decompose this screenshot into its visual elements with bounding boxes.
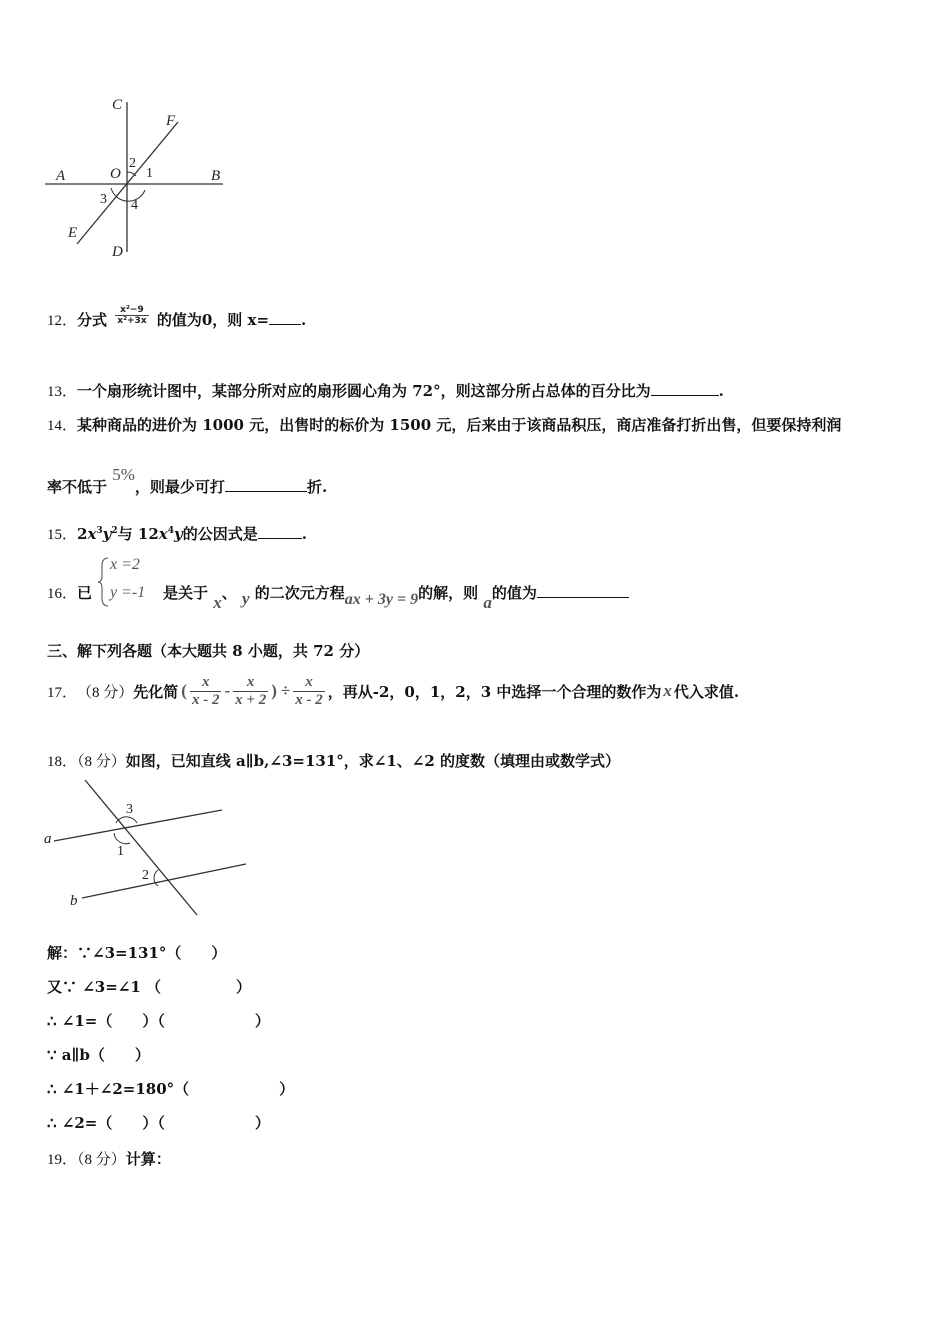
q12-answer-blank[interactable] [269, 310, 301, 325]
q16-eq1: x =2 [110, 556, 140, 573]
q16-equation: ax + 3y = 9 [344, 591, 419, 608]
angle-2: 2 [129, 156, 136, 171]
q17-frac1-den: x - 2 [191, 691, 220, 708]
q15-answer-blank[interactable] [258, 524, 302, 539]
q15-exp2: 2 [111, 526, 118, 536]
angle-1: 1 [146, 166, 153, 181]
figure-intersecting-lines [40, 92, 240, 267]
angle-2: 2 [142, 868, 149, 883]
label-e: E [68, 225, 78, 241]
q17-frac1-num: x [201, 673, 210, 690]
solution-line-3: ∴ ∠1=（ ）（ ） [47, 1012, 270, 1030]
figure-parallel-lines [40, 775, 255, 920]
q14-line1: 某种商品的进价为 1000 元，出售时的标价为 1500 元，后来由于该商品积压，商店准备打折出售，但要保持利润 [77, 416, 842, 434]
q16-number: 16． [47, 586, 78, 602]
angle-3: 3 [100, 192, 107, 207]
q14-line2-pre: 率不低于 [47, 478, 108, 496]
q19-score: （8 分） [77, 1152, 126, 1168]
q19-number: 19． [47, 1152, 78, 1168]
solution-line-5: ∴ ∠1＋∠2=180°（ ） [47, 1080, 295, 1098]
label-d: D [112, 244, 123, 260]
angle-3: 3 [126, 802, 133, 817]
q14-number: 14． [47, 418, 78, 434]
solution-line-6: ∴ ∠2=（ ）（ ） [47, 1114, 270, 1132]
q15-text: 的公因式是 [182, 525, 258, 543]
label-b: B [211, 168, 221, 184]
question-16 [47, 582, 92, 603]
q13-end: . [718, 382, 724, 400]
q16-answer-blank[interactable] [537, 583, 629, 598]
q16-t2: 的二次元方程 [254, 584, 345, 602]
q12-denominator: x²+3x [117, 315, 147, 326]
q15-x: x [87, 525, 97, 543]
line-a [54, 810, 222, 841]
q15-x2: x [158, 525, 168, 543]
q17-score: （8 分） [77, 684, 134, 701]
q17-frac2 [233, 674, 268, 709]
q16-t4: 的值为 [491, 584, 537, 602]
q18-number: 18． [47, 754, 78, 770]
q17-minus: - [224, 681, 231, 700]
q15-exp4: 4 [167, 526, 174, 536]
q16-sep: 、 [221, 584, 237, 602]
question-13 [47, 380, 724, 401]
solution-line-2: 又∵ ∠3=∠1 （ ） [47, 978, 252, 996]
q13-answer-blank[interactable] [651, 381, 719, 396]
section-3-title: 三、解下列各题（本大题共 8 小题，共 72 分） [47, 642, 370, 660]
q12-number: 12． [47, 313, 78, 329]
q16-var-y: y [242, 589, 250, 608]
q18-text: 如图，已知直线 a∥b,∠3=131°，求∠1、∠2 的度数（填理由或数学式） [125, 752, 620, 770]
q17-lparen: ( [181, 681, 187, 700]
label-o: O [110, 166, 121, 182]
q15-and: 与 12 [117, 525, 159, 543]
q15-end: . [301, 525, 307, 543]
q14-line2-end: 折. [306, 478, 328, 496]
question-18 [47, 750, 620, 771]
angle-1: 1 [117, 844, 124, 859]
q14-percent: 5% [112, 465, 135, 484]
q15-y2: y [173, 525, 183, 543]
q17-pre: 先化简 [133, 682, 179, 701]
q17-var-x: x [663, 681, 672, 700]
q15-coef: 2 [77, 525, 88, 543]
question-15 [47, 523, 307, 544]
q16-rest [163, 582, 629, 612]
q16-var-a: a [483, 593, 492, 612]
q17-rparen: ) [271, 681, 277, 700]
q15-y: y [102, 525, 112, 543]
q17-frac3-num: x [305, 673, 313, 690]
question-12 [47, 304, 307, 332]
q15-number: 15． [47, 527, 78, 543]
label-b: b [70, 893, 78, 909]
q17-frac3-den: x - 2 [295, 691, 323, 708]
q17-frac1 [190, 674, 222, 709]
angle-arc-bottom [111, 188, 145, 201]
question-14-line2 [47, 465, 328, 497]
q17-div: ÷ [280, 681, 291, 700]
label-f: F [166, 113, 176, 129]
q16-eq2: y =-1 [110, 584, 146, 601]
q16-var-x: x [213, 593, 222, 612]
q14-line2-mid: ，则最少可打 [134, 478, 225, 496]
q19-text: 计算： [125, 1150, 171, 1168]
q17-post: ，再从-2，0，1，2，3 中选择一个合理的数作为 [327, 682, 662, 701]
q14-answer-blank[interactable] [225, 477, 307, 492]
q18-score: （8 分） [77, 754, 126, 770]
q16-t1: 是关于 [163, 584, 209, 602]
q17-frac3 [293, 674, 325, 709]
q17-number: 17． [47, 684, 78, 701]
q13-number: 13． [47, 384, 78, 400]
q17-frac2-num: x [246, 673, 255, 690]
label-a: a [44, 831, 52, 847]
q12-pre: 分式 [77, 311, 108, 329]
angle-4: 4 [131, 198, 138, 213]
q17-end: 代入求值. [673, 682, 740, 701]
label-c: C [112, 97, 123, 113]
question-14-line1 [47, 414, 841, 435]
q12-post: 的值为0，则 x= [156, 311, 270, 329]
transversal [85, 780, 197, 915]
q16-brace [98, 556, 110, 608]
q13-text: 一个扇形统计图中，某部分所对应的扇形圆心角为 72°，则这部分所占总体的百分比为 [77, 382, 651, 400]
q16-t3: 的解，则 [418, 584, 479, 602]
q16-system [98, 556, 162, 610]
q12-numerator: x²−9 [120, 304, 144, 315]
solution-line-1: 解：∵∠3=131°（ ） [47, 944, 227, 962]
q12-fraction [115, 305, 148, 326]
question-17 [47, 669, 739, 713]
q15-exp3: 3 [96, 526, 103, 536]
question-19 [47, 1148, 171, 1169]
q16-pre: 已 [77, 584, 93, 602]
q17-frac2-den: x + 2 [235, 691, 267, 708]
angle-arc-1 [114, 833, 130, 844]
q12-end: . [301, 311, 307, 329]
solution-line-4: ∵ a∥b（ ） [47, 1046, 150, 1064]
label-a: A [56, 168, 66, 184]
line-b [82, 864, 246, 898]
